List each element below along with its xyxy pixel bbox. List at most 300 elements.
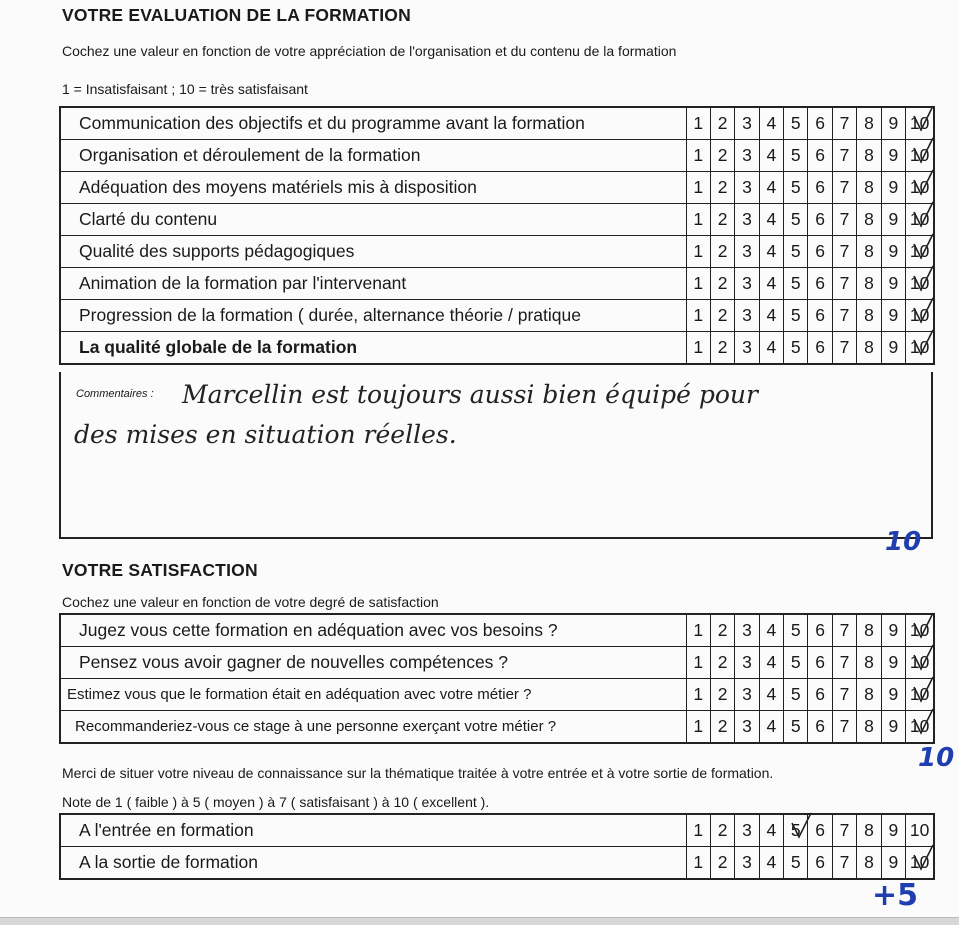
rating-option-value: 7	[839, 337, 850, 357]
rating-option-10[interactable]	[906, 140, 935, 172]
rating-option-value: 8	[864, 852, 874, 872]
rating-option-9[interactable]	[881, 236, 905, 268]
rating-option-7[interactable]	[832, 172, 856, 204]
rating-option-value: 1	[693, 684, 704, 704]
rating-option-10[interactable]	[906, 711, 935, 744]
rating-option-3[interactable]	[735, 847, 759, 880]
rating-option-value: 6	[815, 177, 826, 197]
rating-option-3[interactable]	[735, 300, 759, 332]
rating-option-3[interactable]	[735, 172, 759, 204]
rating-option-8[interactable]	[857, 268, 881, 300]
rating-option-value: 6	[815, 684, 826, 704]
rating-option-value: 5	[790, 820, 801, 840]
instruction-evaluation: Cochez une valeur en fonction de votre appréciation de l'organisation et du contenu de la formation	[62, 43, 677, 59]
rating-option-value: 5	[790, 273, 801, 293]
rating-option-10[interactable]	[906, 847, 935, 880]
rating-option-value: 8	[864, 684, 874, 704]
rating-option-9[interactable]	[881, 140, 905, 172]
section-title-satisfaction: VOTRE SATISFACTION	[62, 560, 258, 580]
rating-option-value: 1	[693, 337, 704, 357]
rating-option-10[interactable]	[906, 679, 935, 711]
rating-row-label: Organisation et déroulement de la formation	[60, 140, 686, 172]
rating-option-4[interactable]	[759, 814, 783, 847]
rating-option-10[interactable]	[906, 647, 935, 679]
rating-option-5[interactable]	[784, 814, 808, 847]
rating-option-10[interactable]	[906, 300, 935, 332]
rating-option-value: 3	[742, 241, 752, 261]
rating-option-7[interactable]	[832, 679, 856, 711]
rating-option-5[interactable]	[784, 268, 808, 300]
rating-option-value: 6	[815, 652, 826, 672]
rating-option-6[interactable]	[808, 107, 832, 140]
rating-row	[60, 614, 934, 647]
rating-option-5[interactable]	[784, 300, 808, 332]
rating-option-value: 10	[909, 337, 930, 357]
rating-option-value: 9	[888, 113, 899, 133]
rating-option-value: 8	[864, 305, 874, 325]
rating-option-value: 5	[790, 241, 801, 261]
rating-option-value: 4	[766, 273, 777, 293]
rating-option-value: 7	[839, 852, 850, 872]
rating-option-value: 3	[742, 177, 752, 197]
rating-option-4[interactable]	[759, 614, 783, 647]
rating-row-label: Animation de la formation par l'intervenant	[60, 268, 686, 300]
rating-row	[60, 172, 934, 204]
rating-option-5[interactable]	[784, 140, 808, 172]
rating-option-value: 9	[888, 620, 899, 640]
rating-option-value: 10	[909, 177, 930, 197]
rating-option-2[interactable]	[710, 847, 734, 880]
rating-option-value: 6	[815, 852, 826, 872]
rating-option-6[interactable]	[808, 300, 832, 332]
handwritten-comment-line2: des mises en situation réelles.	[74, 420, 457, 449]
rating-option-3[interactable]	[735, 614, 759, 647]
rating-option-2[interactable]	[710, 107, 734, 140]
rating-option-10[interactable]	[906, 332, 935, 365]
rating-row	[60, 332, 934, 365]
rating-option-4[interactable]	[759, 268, 783, 300]
rating-option-value: 3	[742, 652, 752, 672]
rating-option-value: 1	[693, 209, 704, 229]
rating-option-8[interactable]	[857, 107, 881, 140]
rating-row-label: Adéquation des moyens matériels mis à disposition	[60, 172, 686, 204]
rating-option-1[interactable]	[686, 300, 710, 332]
rating-option-value: 1	[693, 305, 704, 325]
rating-option-3[interactable]	[735, 204, 759, 236]
rating-option-2[interactable]	[710, 140, 734, 172]
instruction-knowledge-2: Note de 1 ( faible ) à 5 ( moyen ) à 7 ( satisfaisant ) à 10 ( excellent ).	[62, 794, 490, 810]
rating-option-3[interactable]	[735, 647, 759, 679]
rating-option-value: 1	[693, 113, 704, 133]
rating-option-value: 6	[815, 620, 826, 640]
rating-option-value: 10	[909, 145, 930, 165]
rating-option-value: 2	[717, 620, 728, 640]
rating-option-1[interactable]	[686, 679, 710, 711]
rating-option-10[interactable]	[906, 614, 935, 647]
rating-option-1[interactable]	[686, 847, 710, 880]
score-note-evaluation: 10	[885, 527, 922, 557]
rating-option-6[interactable]	[808, 679, 832, 711]
rating-row	[60, 679, 934, 711]
rating-option-6[interactable]	[808, 236, 832, 268]
rating-option-9[interactable]	[881, 172, 905, 204]
rating-option-4[interactable]	[759, 107, 783, 140]
rating-option-value: 4	[766, 337, 777, 357]
rating-option-9[interactable]	[881, 107, 905, 140]
rating-row	[60, 814, 934, 847]
rating-option-value: 10	[909, 852, 930, 872]
rating-option-8[interactable]	[857, 300, 881, 332]
rating-option-6[interactable]	[808, 814, 832, 847]
rating-option-5[interactable]	[784, 107, 808, 140]
rating-option-value: 1	[693, 820, 704, 840]
rating-option-9[interactable]	[881, 204, 905, 236]
section-title-evaluation: VOTRE EVALUATION DE LA FORMATION	[62, 5, 411, 25]
rating-option-6[interactable]	[808, 614, 832, 647]
rating-option-value: 8	[864, 145, 874, 165]
rating-option-3[interactable]	[735, 140, 759, 172]
handwritten-comment-line1: Marcellin est toujours aussi bien équipé pour	[182, 380, 758, 409]
rating-option-10[interactable]	[906, 268, 935, 300]
rating-option-value: 3	[742, 113, 752, 133]
rating-row	[60, 107, 934, 140]
rating-option-value: 4	[766, 145, 777, 165]
rating-option-value: 3	[742, 852, 752, 872]
rating-option-5[interactable]	[784, 236, 808, 268]
rating-option-2[interactable]	[710, 172, 734, 204]
rating-option-value: 5	[790, 852, 801, 872]
rating-option-1[interactable]	[686, 711, 710, 744]
rating-option-value: 1	[693, 852, 704, 872]
rating-option-7[interactable]	[832, 140, 856, 172]
rating-option-value: 3	[742, 820, 752, 840]
rating-option-2[interactable]	[710, 679, 734, 711]
rating-row-label: Clarté du contenu	[60, 204, 686, 236]
rating-option-value: 3	[742, 620, 752, 640]
rating-option-value: 7	[839, 820, 850, 840]
rating-option-2[interactable]	[710, 614, 734, 647]
rating-option-1[interactable]	[686, 268, 710, 300]
rating-option-7[interactable]	[832, 647, 856, 679]
instruction-satisfaction: Cochez une valeur en fonction de votre degré de satisfaction	[62, 594, 439, 610]
rating-option-2[interactable]	[710, 647, 734, 679]
rating-row-label: Recommanderiez-vous ce stage à une personne exerçant votre métier ?	[60, 711, 686, 744]
rating-option-value: 6	[815, 337, 826, 357]
rating-option-2[interactable]	[710, 236, 734, 268]
rating-option-9[interactable]	[881, 647, 905, 679]
rating-option-value: 6	[815, 305, 826, 325]
rating-option-9[interactable]	[881, 614, 905, 647]
rating-option-value: 7	[839, 305, 850, 325]
rating-option-value: 7	[839, 241, 850, 261]
rating-option-value: 9	[888, 305, 899, 325]
rating-option-value: 1	[693, 620, 704, 640]
rating-option-5[interactable]	[784, 614, 808, 647]
rating-option-value: 6	[815, 273, 826, 293]
rating-option-1[interactable]	[686, 814, 710, 847]
rating-option-5[interactable]	[784, 647, 808, 679]
rating-option-value: 4	[766, 652, 777, 672]
rating-option-6[interactable]	[808, 847, 832, 880]
rating-option-10[interactable]	[906, 107, 935, 140]
rating-option-value: 5	[790, 177, 801, 197]
rating-option-4[interactable]	[759, 236, 783, 268]
rating-option-8[interactable]	[857, 172, 881, 204]
rating-option-9[interactable]	[881, 300, 905, 332]
rating-option-value: 3	[742, 684, 752, 704]
rating-option-6[interactable]	[808, 140, 832, 172]
rating-option-value: 5	[790, 209, 801, 229]
rating-option-value: 8	[864, 241, 874, 261]
evaluation-table	[59, 106, 935, 365]
rating-option-10[interactable]	[906, 236, 935, 268]
rating-option-value: 1	[693, 241, 704, 261]
rating-row-label: Jugez vous cette formation en adéquation avec vos besoins ?	[60, 614, 686, 647]
rating-option-value: 4	[766, 684, 777, 704]
rating-option-value: 10	[909, 820, 930, 840]
rating-option-value: 4	[766, 852, 777, 872]
rating-option-value: 5	[790, 337, 801, 357]
rating-option-value: 6	[815, 820, 826, 840]
comments-label: Commentaires :	[76, 388, 154, 400]
satisfaction-table	[59, 613, 935, 744]
rating-option-6[interactable]	[808, 268, 832, 300]
rating-option-value: 1	[693, 716, 704, 736]
rating-option-value: 3	[742, 305, 752, 325]
rating-option-4[interactable]	[759, 847, 783, 880]
rating-option-10[interactable]	[906, 204, 935, 236]
rating-row	[60, 847, 934, 880]
rating-option-6[interactable]	[808, 332, 832, 365]
rating-option-value: 5	[790, 305, 801, 325]
rating-option-7[interactable]	[832, 268, 856, 300]
rating-option-value: 3	[742, 145, 752, 165]
rating-option-value: 2	[717, 241, 728, 261]
rating-option-8[interactable]	[857, 847, 881, 880]
rating-option-value: 4	[766, 241, 777, 261]
rating-option-7[interactable]	[832, 847, 856, 880]
rating-option-7[interactable]	[832, 236, 856, 268]
rating-option-value: 10	[909, 652, 930, 672]
rating-row-label: Pensez vous avoir gagner de nouvelles compétences ?	[60, 647, 686, 679]
rating-option-value: 7	[839, 716, 850, 736]
rating-option-value: 1	[693, 652, 704, 672]
rating-row	[60, 236, 934, 268]
rating-option-2[interactable]	[710, 268, 734, 300]
rating-option-value: 7	[839, 177, 850, 197]
score-note-satisfaction: 10	[918, 743, 955, 773]
rating-option-value: 10	[909, 716, 930, 736]
rating-option-7[interactable]	[832, 204, 856, 236]
rating-option-value: 8	[864, 273, 874, 293]
rating-row	[60, 711, 934, 744]
rating-option-2[interactable]	[710, 711, 734, 744]
rating-option-8[interactable]	[857, 140, 881, 172]
rating-option-value: 10	[909, 305, 930, 325]
knowledge-table	[59, 813, 935, 880]
rating-option-value: 4	[766, 716, 777, 736]
rating-option-1[interactable]	[686, 236, 710, 268]
rating-option-value: 1	[693, 177, 704, 197]
rating-option-5[interactable]	[784, 711, 808, 744]
rating-option-7[interactable]	[832, 711, 856, 744]
rating-option-value: 2	[717, 273, 728, 293]
rating-option-1[interactable]	[686, 647, 710, 679]
rating-option-6[interactable]	[808, 711, 832, 744]
rating-option-4[interactable]	[759, 647, 783, 679]
rating-option-5[interactable]	[784, 679, 808, 711]
rating-option-value: 9	[888, 684, 899, 704]
rating-option-value: 1	[693, 273, 704, 293]
rating-option-4[interactable]	[759, 332, 783, 365]
rating-option-9[interactable]	[881, 679, 905, 711]
rating-row-label: Progression de la formation ( durée, alternance théorie / pratique	[60, 300, 686, 332]
rating-option-value: 2	[717, 820, 728, 840]
rating-option-5[interactable]	[784, 847, 808, 880]
rating-option-4[interactable]	[759, 140, 783, 172]
rating-option-value: 4	[766, 820, 777, 840]
rating-option-1[interactable]	[686, 614, 710, 647]
rating-option-value: 10	[909, 684, 930, 704]
rating-option-8[interactable]	[857, 236, 881, 268]
rating-option-9[interactable]	[881, 268, 905, 300]
rating-option-2[interactable]	[710, 204, 734, 236]
rating-option-10[interactable]	[906, 172, 935, 204]
rating-option-value: 2	[717, 209, 728, 229]
rating-option-2[interactable]	[710, 300, 734, 332]
rating-option-4[interactable]	[759, 172, 783, 204]
rating-option-4[interactable]	[759, 300, 783, 332]
rating-option-8[interactable]	[857, 332, 881, 365]
rating-option-3[interactable]	[735, 236, 759, 268]
rating-option-value: 7	[839, 620, 850, 640]
rating-option-value: 4	[766, 113, 777, 133]
rating-option-5[interactable]	[784, 204, 808, 236]
rating-option-value: 10	[909, 620, 930, 640]
rating-option-value: 9	[888, 209, 899, 229]
rating-row	[60, 204, 934, 236]
rating-option-value: 9	[888, 716, 899, 736]
rating-option-5[interactable]	[784, 172, 808, 204]
rating-option-7[interactable]	[832, 300, 856, 332]
rating-option-3[interactable]	[735, 268, 759, 300]
rating-option-value: 3	[742, 273, 752, 293]
rating-option-8[interactable]	[857, 204, 881, 236]
rating-option-value: 2	[717, 145, 728, 165]
score-note-knowledge: +5	[872, 878, 919, 913]
rating-option-8[interactable]	[857, 711, 881, 744]
rating-option-value: 9	[888, 145, 899, 165]
rating-option-value: 8	[864, 716, 874, 736]
rating-option-1[interactable]	[686, 107, 710, 140]
rating-option-value: 9	[888, 177, 899, 197]
rating-option-value: 2	[717, 684, 728, 704]
rating-option-3[interactable]	[735, 332, 759, 365]
rating-option-value: 8	[864, 652, 874, 672]
rating-option-3[interactable]	[735, 711, 759, 744]
rating-row-label: A la sortie de formation	[60, 847, 686, 880]
rating-option-7[interactable]	[832, 107, 856, 140]
rating-option-value: 2	[717, 716, 728, 736]
rating-option-9[interactable]	[881, 711, 905, 744]
rating-row	[60, 647, 934, 679]
rating-option-value: 9	[888, 852, 899, 872]
rating-option-value: 10	[909, 273, 930, 293]
rating-option-6[interactable]	[808, 172, 832, 204]
rating-option-4[interactable]	[759, 204, 783, 236]
rating-option-8[interactable]	[857, 679, 881, 711]
rating-option-1[interactable]	[686, 332, 710, 365]
rating-option-2[interactable]	[710, 814, 734, 847]
rating-option-value: 10	[909, 113, 930, 133]
rating-option-value: 3	[742, 337, 752, 357]
rating-option-value: 4	[766, 620, 777, 640]
rating-option-8[interactable]	[857, 647, 881, 679]
scale-legend: 1 = Insatisfaisant ; 10 = très satisfaisant	[62, 81, 308, 97]
rating-option-value: 6	[815, 145, 826, 165]
rating-option-value: 5	[790, 652, 801, 672]
rating-option-7[interactable]	[832, 332, 856, 365]
rating-option-10[interactable]	[906, 814, 935, 847]
rating-option-value: 5	[790, 716, 801, 736]
rating-option-7[interactable]	[832, 814, 856, 847]
rating-option-8[interactable]	[857, 614, 881, 647]
rating-option-value: 2	[717, 113, 728, 133]
rating-row-label: A l'entrée en formation	[60, 814, 686, 847]
rating-option-value: 8	[864, 113, 874, 133]
rating-option-value: 6	[815, 209, 826, 229]
rating-option-value: 4	[766, 209, 777, 229]
rating-option-value: 7	[839, 209, 850, 229]
rating-option-value: 9	[888, 652, 899, 672]
rating-row-label: Communication des objectifs et du programme avant la formation	[60, 107, 686, 140]
rating-option-6[interactable]	[808, 647, 832, 679]
rating-option-value: 5	[790, 684, 801, 704]
rating-row	[60, 140, 934, 172]
rating-option-value: 7	[839, 145, 850, 165]
rating-option-9[interactable]	[881, 814, 905, 847]
rating-option-5[interactable]	[784, 332, 808, 365]
rating-option-1[interactable]	[686, 140, 710, 172]
rating-option-value: 2	[717, 652, 728, 672]
rating-option-value: 9	[888, 273, 899, 293]
rating-option-2[interactable]	[710, 332, 734, 365]
rating-option-3[interactable]	[735, 679, 759, 711]
rating-option-value: 5	[790, 620, 801, 640]
rating-option-value: 4	[766, 305, 777, 325]
rating-option-3[interactable]	[735, 107, 759, 140]
rating-option-value: 8	[864, 620, 874, 640]
instruction-knowledge-1: Merci de situer votre niveau de connaissance sur la thématique traitée à votre entrée et à votre sortie de formation.	[62, 765, 774, 781]
rating-row-label: La qualité globale de la formation	[60, 332, 686, 365]
rating-option-1[interactable]	[686, 204, 710, 236]
rating-option-9[interactable]	[881, 332, 905, 365]
rating-option-7[interactable]	[832, 614, 856, 647]
rating-option-1[interactable]	[686, 172, 710, 204]
rating-option-4[interactable]	[759, 711, 783, 744]
rating-option-4[interactable]	[759, 679, 783, 711]
rating-option-6[interactable]	[808, 204, 832, 236]
rating-option-value: 8	[864, 177, 874, 197]
rating-option-9[interactable]	[881, 847, 905, 880]
rating-option-8[interactable]	[857, 814, 881, 847]
rating-option-value: 6	[815, 241, 826, 261]
rating-row	[60, 268, 934, 300]
rating-option-value: 2	[717, 337, 728, 357]
rating-option-3[interactable]	[735, 814, 759, 847]
rating-option-value: 3	[742, 209, 752, 229]
rating-option-value: 7	[839, 273, 850, 293]
